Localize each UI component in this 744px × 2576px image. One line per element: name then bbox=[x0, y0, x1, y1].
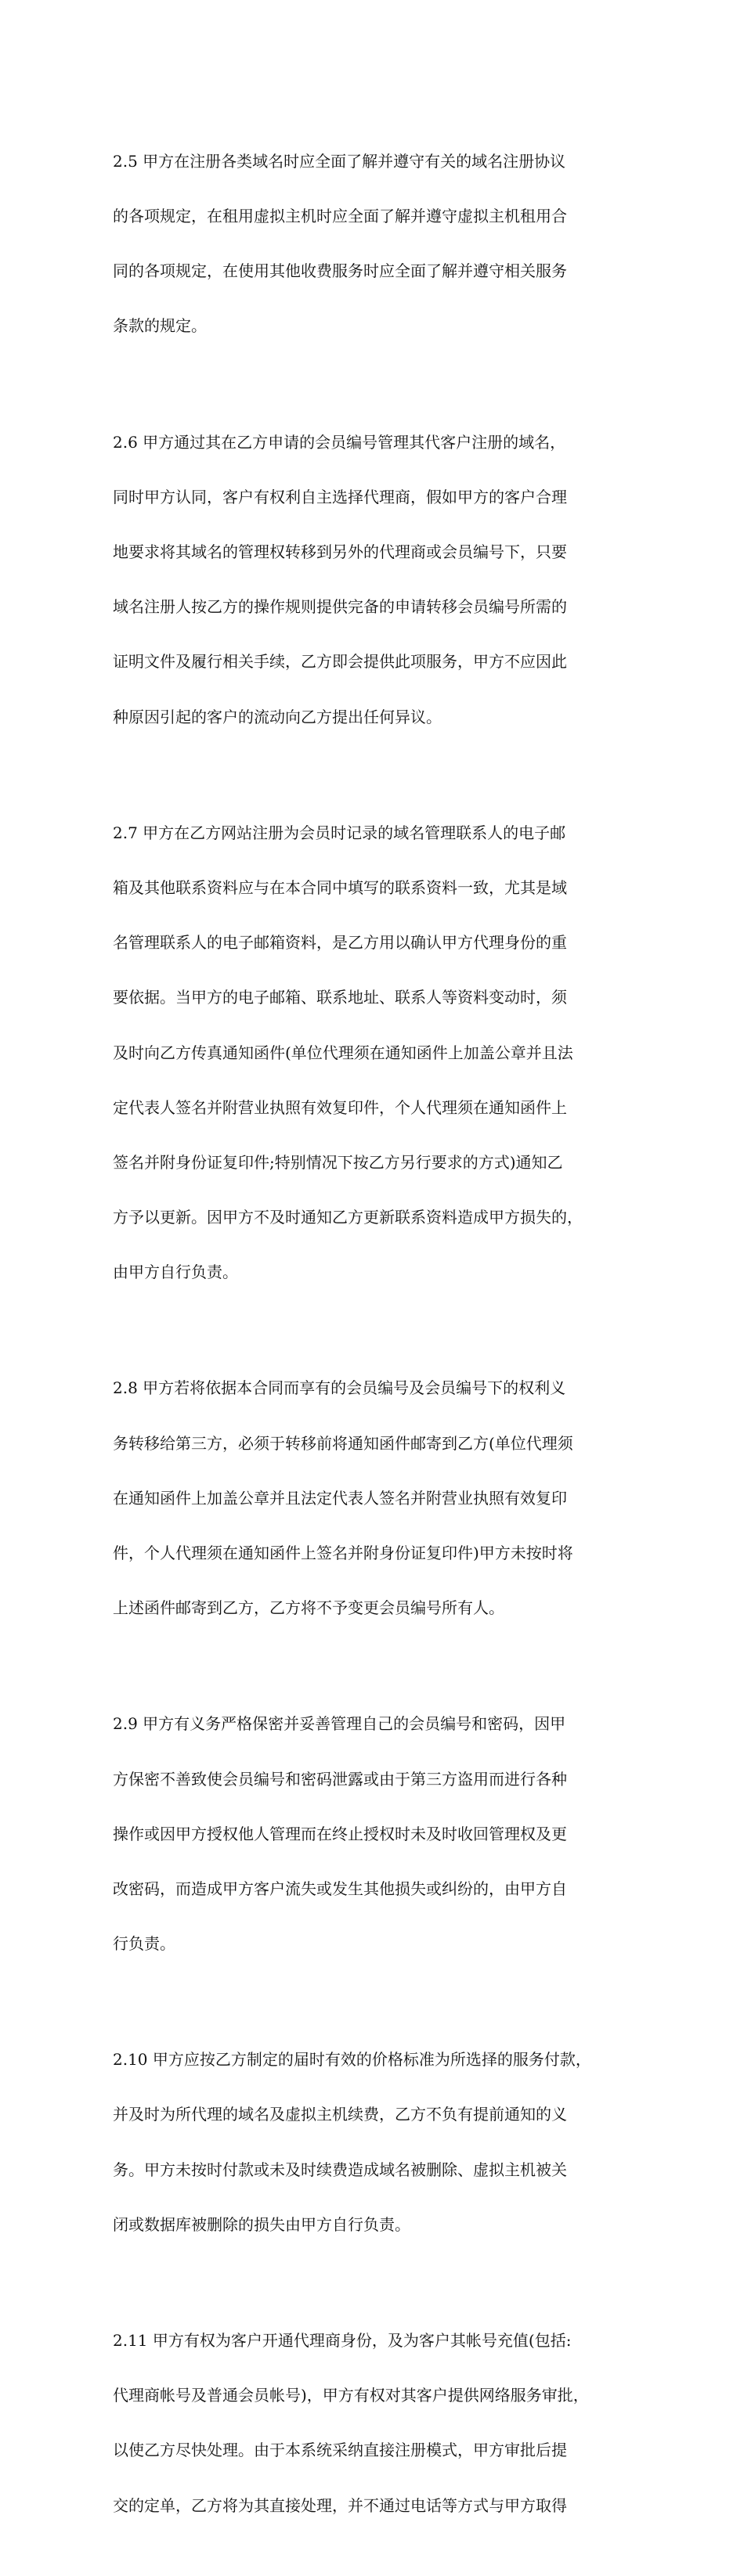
text-line: 务。甲方未按时付款或未及时续费造成域名被删除、虚拟主机被关 bbox=[113, 2160, 567, 2179]
text-line: 同时甲方认同，客户有权利自主选择代理商，假如甲方的客户合理 bbox=[113, 487, 567, 506]
text-line: 方予以更新。因甲方不及时通知乙方更新联系资料造成甲方损失的， bbox=[113, 1208, 583, 1227]
text-line: 域名注册人按乙方的操作规则提供完备的申请转移会员编号所需的 bbox=[113, 597, 567, 617]
text-line: 证明文件及履行相关手续，乙方即会提供此项服务，甲方不应因此 bbox=[113, 652, 567, 672]
text-line: 方保密不善致使会员编号和密码泄露或由于第三方盗用而进行各种 bbox=[113, 1769, 567, 1789]
text-line: 2.5 甲方在注册各类域名时应全面了解并遵守有关的域名注册协议 bbox=[113, 151, 566, 171]
clause-2-11 bbox=[113, 2295, 636, 2552]
text-line: 代理商帐号及普通会员帐号)，甲方有权对其客户提供网络服务审批， bbox=[113, 2386, 589, 2405]
text-line: 要依据。当甲方的电子邮箱、联系地址、联系人等资料变动时，须 bbox=[113, 988, 567, 1007]
text-line: 的各项规定，在租用虚拟主机时应全面了解并遵守虚拟主机租用合 bbox=[113, 207, 567, 226]
text-line: 行负责。 bbox=[113, 1934, 175, 1954]
text-line: 上述函件邮寄到乙方，乙方将不予变更会员编号所有人。 bbox=[113, 1598, 504, 1618]
text-line: 务转移给第三方，必须于转移前将通知函件邮寄到乙方(单位代理须 bbox=[113, 1433, 573, 1453]
clause-2-6 bbox=[113, 397, 636, 763]
text-line: 并及时为所代理的域名及虚拟主机续费，乙方不负有提前通知的义 bbox=[113, 2105, 567, 2124]
text-line: 箱及其他联系资料应与在本合同中填写的联系资料一致，尤其是域 bbox=[113, 877, 567, 897]
text-line: 名管理联系人的电子邮箱资料，是乙方用以确认甲方代理身份的重 bbox=[113, 933, 567, 953]
text-line: 条款的规定。 bbox=[113, 316, 207, 336]
text-line: 种原因引起的客户的流动向乙方提出任何异议。 bbox=[113, 707, 442, 726]
text-line: 签名并附身份证复印件;特别情况下按乙方另行要求的方式)通知乙 bbox=[113, 1152, 563, 1172]
document-page bbox=[113, 116, 636, 2576]
clause-2-10 bbox=[113, 2014, 636, 2271]
text-line: 2.11 甲方有权为客户开通代理商身份，及为客户其帐号充值(包括: bbox=[113, 2330, 572, 2350]
text-line: 操作或因甲方授权他人管理而在终止授权时未及时收回管理权及更 bbox=[113, 1824, 567, 1843]
clause-2-7 bbox=[113, 787, 636, 1319]
text-line: 2.7 甲方在乙方网站注册为会员时记录的域名管理联系人的电子邮 bbox=[113, 823, 566, 842]
clause-2-9 bbox=[113, 1679, 636, 1991]
text-line: 交的定单，乙方将为其直接处理，并不通过电话等方式与甲方取得 bbox=[113, 2495, 567, 2515]
text-line: 2.8 甲方若将依据本合同而享有的会员编号及会员编号下的权利义 bbox=[113, 1378, 566, 1398]
text-line: 2.6 甲方通过其在乙方申请的会员编号管理其代客户注册的域名， bbox=[113, 432, 566, 452]
clause-2-5 bbox=[113, 116, 636, 373]
text-line: 由甲方自行负责。 bbox=[113, 1263, 238, 1282]
text-line: 改密码，而造成甲方客户流失或发生其他损失或纠纷的，由甲方自 bbox=[113, 1879, 567, 1898]
text-line: 以使乙方尽快处理。由于本系统采纳直接注册模式，甲方审批后提 bbox=[113, 2441, 567, 2460]
text-line: 地要求将其域名的管理权转移到另外的代理商或会员编号下，只要 bbox=[113, 542, 567, 561]
text-line: 在通知函件上加盖公章并且法定代表人签名并附营业执照有效复印 bbox=[113, 1488, 567, 1508]
text-line: 2.9 甲方有义务严格保密并妥善管理自己的会员编号和密码，因甲 bbox=[113, 1714, 566, 1734]
text-line: 定代表人签名并附营业执照有效复印件，个人代理须在通知函件上 bbox=[113, 1097, 567, 1117]
clause-2-8 bbox=[113, 1343, 636, 1655]
text-line: 闭或数据库被删除的损失由甲方自行负责。 bbox=[113, 2214, 410, 2234]
text-line: 件，个人代理须在通知函件上签名并附身份证复印件)甲方未按时将 bbox=[113, 1544, 573, 1563]
text-line: 及时向乙方传真通知函件(单位代理须在通知函件上加盖公章并且法 bbox=[113, 1043, 573, 1062]
text-line: 同的各项规定，在使用其他收费服务时应全面了解并遵守相关服务 bbox=[113, 261, 567, 281]
text-line: 2.10 甲方应按乙方制定的届时有效的价格标准为所选择的服务付款， bbox=[113, 2050, 591, 2070]
